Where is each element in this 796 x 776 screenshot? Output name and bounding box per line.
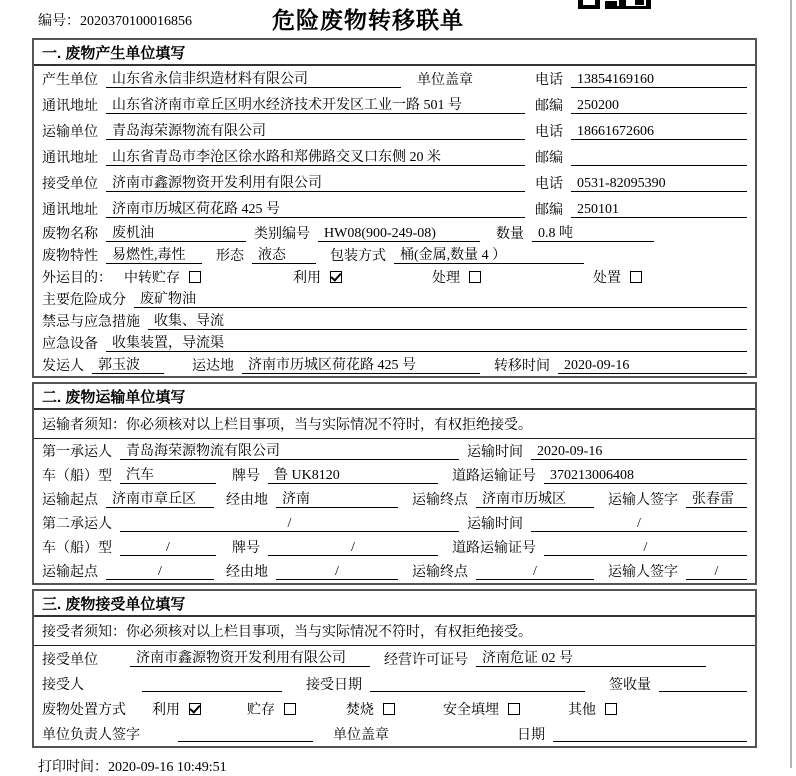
unit-head-sign-value bbox=[178, 725, 313, 742]
receive-date-label: 接受日期 bbox=[306, 677, 362, 693]
section-receiver bbox=[32, 589, 757, 748]
destination-value: 济南市历城区荷花路 425 号 bbox=[242, 357, 480, 374]
transporter-postcode-group bbox=[535, 147, 747, 167]
form-label: 形态 bbox=[216, 249, 244, 264]
document-title: 危险废物转移联单 bbox=[272, 7, 464, 33]
row-transporter-address bbox=[34, 144, 755, 170]
transporter-unit-value: 青岛海荣源物流有限公司 bbox=[106, 123, 525, 140]
row-vehicle2 bbox=[34, 535, 755, 559]
producer-address-value: 山东省济南市章丘区明水经济技术开发区工业一路 501 号 bbox=[106, 97, 525, 114]
transfer-time-label: 转移时间 bbox=[494, 359, 550, 374]
quantity-label: 数量 bbox=[496, 227, 524, 242]
equipment-label: 应急设备 bbox=[42, 337, 98, 352]
receiver-address-value: 济南市历城区荷花路 425 号 bbox=[106, 201, 525, 218]
carrier2-value: / bbox=[120, 515, 459, 532]
disposal-method-label: 废物处置方式 bbox=[42, 702, 126, 718]
plate-label: 牌号 bbox=[232, 541, 260, 556]
permit-label: 经营许可证号 bbox=[384, 652, 468, 668]
date-label: 日期 bbox=[517, 727, 545, 743]
serial-value: 2020370100016856 bbox=[80, 14, 192, 29]
phone-label: 电话 bbox=[535, 125, 563, 140]
checkbox-icon bbox=[605, 703, 617, 715]
received-amount-label: 签收量 bbox=[609, 677, 651, 693]
license1-value: 370213006408 bbox=[544, 467, 747, 484]
sign1-value: 张春雷 bbox=[686, 491, 747, 508]
receiving-unit-value: 济南市鑫源物资开发利用有限公司 bbox=[130, 650, 370, 667]
row-receiving-unit bbox=[34, 646, 755, 671]
plate2-value: / bbox=[268, 539, 438, 556]
producer-unit-value: 山东省永信非织造材料有限公司 bbox=[106, 71, 401, 88]
emergency-label: 禁忌与应急措施 bbox=[42, 315, 140, 330]
address-label: 通讯地址 bbox=[42, 99, 98, 114]
carrier1-value: 青岛海荣源物流有限公司 bbox=[120, 443, 459, 460]
row-producer-unit bbox=[34, 66, 755, 92]
purpose-option-treat bbox=[432, 267, 481, 287]
carrier2-label: 第二承运人 bbox=[42, 517, 112, 532]
vehicle-type-label: 车（船）型 bbox=[42, 469, 112, 484]
row-transport-purpose bbox=[34, 266, 755, 288]
row-disposal-method bbox=[34, 696, 755, 721]
transporter-phone-value: 18661672606 bbox=[571, 123, 747, 140]
phone-label: 电话 bbox=[535, 73, 563, 88]
carrier1-time-group bbox=[467, 441, 747, 461]
print-time bbox=[38, 756, 796, 776]
vehicle1-type-value: 汽车 bbox=[120, 467, 216, 484]
section-producer-title: 一. 废物产生单位填写 bbox=[34, 40, 755, 66]
permit-value: 济南危证 02 号 bbox=[476, 650, 706, 667]
via2-value: / bbox=[276, 563, 398, 580]
checkbox-icon bbox=[189, 703, 201, 715]
receiver-notice: 接受者须知：你必须核对以上栏目事项，当与实际情况不符时，有权拒绝接受。 bbox=[34, 617, 755, 646]
end1-value: 济南市历城区 bbox=[476, 491, 594, 508]
via-label: 经由地 bbox=[226, 565, 268, 580]
date-value bbox=[553, 725, 747, 742]
transport-time-label: 运输时间 bbox=[467, 517, 523, 532]
transporter-notice: 运输者须知：你必须核对以上栏目事项，当与实际情况不符时，有权拒绝接受。 bbox=[34, 410, 755, 439]
equipment-value: 收集装置，导流渠 bbox=[106, 335, 747, 352]
row-receiver-person bbox=[34, 671, 755, 696]
address-label: 通讯地址 bbox=[42, 151, 98, 166]
checkbox-label: 贮存 bbox=[247, 702, 275, 718]
origin-label: 运输起点 bbox=[42, 493, 98, 508]
print-time-label: 打印时间： bbox=[38, 760, 108, 775]
destination-label: 运达地 bbox=[192, 359, 234, 374]
vehicle2-type-value: / bbox=[120, 539, 216, 556]
producer-postcode-value: 250200 bbox=[571, 97, 747, 114]
packing-value: 桶(金属,数量 4 ） bbox=[394, 247, 584, 264]
disposal-option-utilize bbox=[152, 699, 201, 719]
postcode-label: 邮编 bbox=[535, 203, 563, 218]
carrier2-time-group bbox=[467, 513, 747, 533]
quantity-value: 0.8 吨 bbox=[532, 225, 654, 242]
row-receiver-address bbox=[34, 196, 755, 222]
receiver-person-label: 接受人 bbox=[42, 677, 84, 693]
purpose-option-utilize bbox=[293, 267, 342, 287]
section-transporter-title: 二. 废物运输单位填写 bbox=[34, 384, 755, 410]
purpose-option-transfer-storage bbox=[124, 267, 201, 287]
postcode-label: 邮编 bbox=[535, 151, 563, 166]
transporter-unit-label: 运输单位 bbox=[42, 125, 98, 140]
postcode-label: 邮编 bbox=[535, 99, 563, 114]
sign2-value: / bbox=[686, 563, 747, 580]
emergency-value: 收集、导流 bbox=[148, 313, 747, 330]
endpoint-label: 运输终点 bbox=[412, 493, 468, 508]
checkbox-icon bbox=[330, 271, 342, 283]
carrier2-time-value: / bbox=[531, 515, 747, 532]
receive-date-value bbox=[370, 675, 585, 692]
shipper-value: 郭玉波 bbox=[92, 357, 164, 374]
section-producer bbox=[32, 38, 757, 378]
unit-seal-label: 单位盖章 bbox=[333, 727, 389, 743]
checkbox-label: 焚烧 bbox=[346, 702, 374, 718]
checkbox-label: 处理 bbox=[432, 271, 460, 286]
transfer-time-value: 2020-09-16 bbox=[558, 357, 747, 374]
receiver-unit-label: 接受单位 bbox=[42, 177, 98, 192]
print-time-value: 2020-09-16 10:49:51 bbox=[108, 760, 227, 775]
producer-phone-group bbox=[535, 69, 747, 89]
form-value: 液态 bbox=[252, 247, 316, 264]
checkbox-icon bbox=[630, 271, 642, 283]
producer-unit-label: 产生单位 bbox=[42, 73, 98, 88]
receiver-unit-value: 济南市鑫源物资开发利用有限公司 bbox=[106, 175, 525, 192]
transporter-postcode-value bbox=[571, 149, 747, 166]
plate-label: 牌号 bbox=[232, 469, 260, 484]
checkbox-label: 利用 bbox=[152, 702, 180, 718]
received-amount-value bbox=[659, 675, 747, 692]
origin2-value: / bbox=[106, 563, 214, 580]
row-carrier2 bbox=[34, 511, 755, 535]
disposal-option-store bbox=[247, 699, 296, 719]
row-carrier1 bbox=[34, 439, 755, 463]
row-unit-head-signature bbox=[34, 721, 755, 746]
row-producer-address bbox=[34, 92, 755, 118]
receiver-phone-value: 0531-82095390 bbox=[571, 175, 747, 192]
purpose-option-dispose bbox=[593, 267, 642, 287]
transport-time-label: 运输时间 bbox=[467, 445, 523, 460]
checkbox-icon bbox=[383, 703, 395, 715]
category-label: 类别编号 bbox=[254, 227, 310, 242]
section-transporter bbox=[32, 382, 757, 585]
checkbox-icon bbox=[189, 271, 201, 283]
unit-seal-label: 单位盖章 bbox=[417, 73, 473, 88]
traits-value: 易燃性,毒性 bbox=[106, 247, 202, 264]
disposal-option-incinerate bbox=[346, 699, 395, 719]
endpoint-label: 运输终点 bbox=[412, 565, 468, 580]
producer-postcode-group bbox=[535, 95, 747, 115]
row-vehicle1 bbox=[34, 463, 755, 487]
row-shipper bbox=[34, 354, 755, 376]
address-label: 通讯地址 bbox=[42, 203, 98, 218]
transporter-sign-label: 运输人签字 bbox=[608, 493, 678, 508]
receiving-unit-label: 接受单位 bbox=[42, 652, 98, 668]
unit-head-sign-label: 单位负责人签字 bbox=[42, 727, 140, 743]
origin-label: 运输起点 bbox=[42, 565, 98, 580]
row-emergency-equipment bbox=[34, 332, 755, 354]
phone-label: 电话 bbox=[535, 177, 563, 192]
plate1-value: 鲁 UK8120 bbox=[268, 467, 438, 484]
road-license-label: 道路运输证号 bbox=[452, 469, 536, 484]
category-value: HW08(900-249-08) bbox=[318, 225, 480, 242]
transporter-address-value: 山东省青岛市李沧区徐水路和郑佛路交叉口东侧 20 米 bbox=[106, 149, 525, 166]
origin1-value: 济南市章丘区 bbox=[106, 491, 214, 508]
via1-value: 济南 bbox=[276, 491, 398, 508]
row-emergency-measures bbox=[34, 310, 755, 332]
section-receiver-title: 三. 废物接受单位填写 bbox=[34, 591, 755, 617]
via-label: 经由地 bbox=[226, 493, 268, 508]
checkbox-label: 其他 bbox=[568, 702, 596, 718]
traits-label: 废物特性 bbox=[42, 249, 98, 264]
vehicle-type-label: 车（船）型 bbox=[42, 541, 112, 556]
transporter-phone-group bbox=[535, 121, 747, 141]
row-waste-name bbox=[34, 222, 755, 244]
disposal-option-other bbox=[568, 699, 617, 719]
document-header bbox=[0, 0, 796, 38]
row-route2 bbox=[34, 559, 755, 583]
row-waste-traits bbox=[34, 244, 755, 266]
purpose-label: 外运目的： bbox=[42, 271, 112, 286]
receiver-phone-group bbox=[535, 173, 747, 193]
page-edge-line bbox=[790, 0, 792, 768]
row-route1 bbox=[34, 487, 755, 511]
row-transporter-unit bbox=[34, 118, 755, 144]
receiver-person-value bbox=[142, 675, 282, 692]
carrier1-label: 第一承运人 bbox=[42, 445, 112, 460]
hazard-value: 废矿物油 bbox=[134, 291, 747, 308]
license2-value: / bbox=[544, 539, 747, 556]
carrier1-time-value: 2020-09-16 bbox=[531, 443, 747, 460]
transporter-sign-label: 运输人签字 bbox=[608, 565, 678, 580]
checkbox-label: 中转贮存 bbox=[124, 271, 180, 286]
checkbox-icon bbox=[469, 271, 481, 283]
producer-phone-value: 13854169160 bbox=[571, 71, 747, 88]
row-receiver-unit bbox=[34, 170, 755, 196]
waste-name-label: 废物名称 bbox=[42, 227, 98, 242]
road-license-label: 道路运输证号 bbox=[452, 541, 536, 556]
checkbox-label: 安全填埋 bbox=[443, 702, 499, 718]
checkbox-label: 处置 bbox=[593, 271, 621, 286]
hazard-label: 主要危险成分 bbox=[42, 293, 126, 308]
disposal-option-landfill bbox=[443, 699, 520, 719]
row-hazard-components bbox=[34, 288, 755, 310]
serial-label: 编号： bbox=[38, 14, 80, 29]
receiver-postcode-value: 250101 bbox=[571, 201, 747, 218]
waste-name-value: 废机油 bbox=[106, 225, 246, 242]
shipper-label: 发运人 bbox=[42, 359, 84, 374]
checkbox-icon bbox=[508, 703, 520, 715]
checkbox-label: 利用 bbox=[293, 271, 321, 286]
end2-value: / bbox=[476, 563, 594, 580]
packing-label: 包装方式 bbox=[330, 249, 386, 264]
receiver-postcode-group bbox=[535, 199, 747, 219]
checkbox-icon bbox=[284, 703, 296, 715]
